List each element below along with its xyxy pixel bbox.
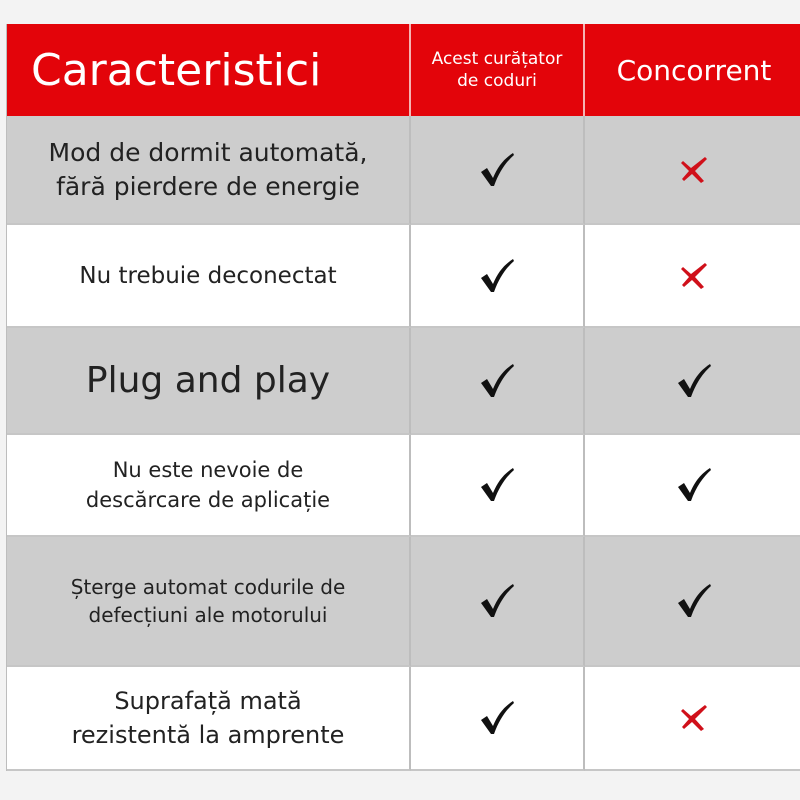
feature-label: Șterge automat codurile de defecțiuni ale motorului [7,537,411,667]
check-icon [477,361,517,401]
cross-icon [677,259,711,293]
table-row [7,225,800,328]
product-cell [411,116,585,225]
product-cell [411,667,585,771]
table-row [7,328,800,435]
header-feature: Caracteristici [7,24,411,116]
feature-label: Nu trebuie deconectat [7,225,411,328]
table-row [7,667,800,771]
table-row [7,435,800,537]
table-row [7,537,800,667]
check-icon [674,361,714,401]
product-cell [411,537,585,667]
cross-icon [677,153,711,187]
competitor-cell [585,116,800,225]
feature-label: Suprafață mată rezistentă la amprente [7,667,411,771]
feature-label: Plug and play [7,328,411,435]
table-header [7,24,800,116]
check-icon [477,256,517,296]
feature-label: Nu este nevoie de descărcare de aplicație [7,435,411,537]
header-product: Acest curățator de coduri [411,24,585,116]
check-icon [674,581,714,621]
competitor-cell [585,435,800,537]
check-icon [477,465,517,505]
feature-label: Mod de dormit automată, fără pierdere de energie [7,116,411,225]
check-icon [674,465,714,505]
check-icon [477,581,517,621]
comparison-table [6,24,800,771]
check-icon [477,150,517,190]
check-icon [477,698,517,738]
competitor-cell [585,328,800,435]
competitor-cell [585,667,800,771]
competitor-cell [585,225,800,328]
cross-icon [677,701,711,735]
competitor-cell [585,537,800,667]
product-cell [411,328,585,435]
header-competitor: Concorrent [616,53,772,87]
table-row [7,116,800,225]
product-cell [411,435,585,537]
product-cell [411,225,585,328]
